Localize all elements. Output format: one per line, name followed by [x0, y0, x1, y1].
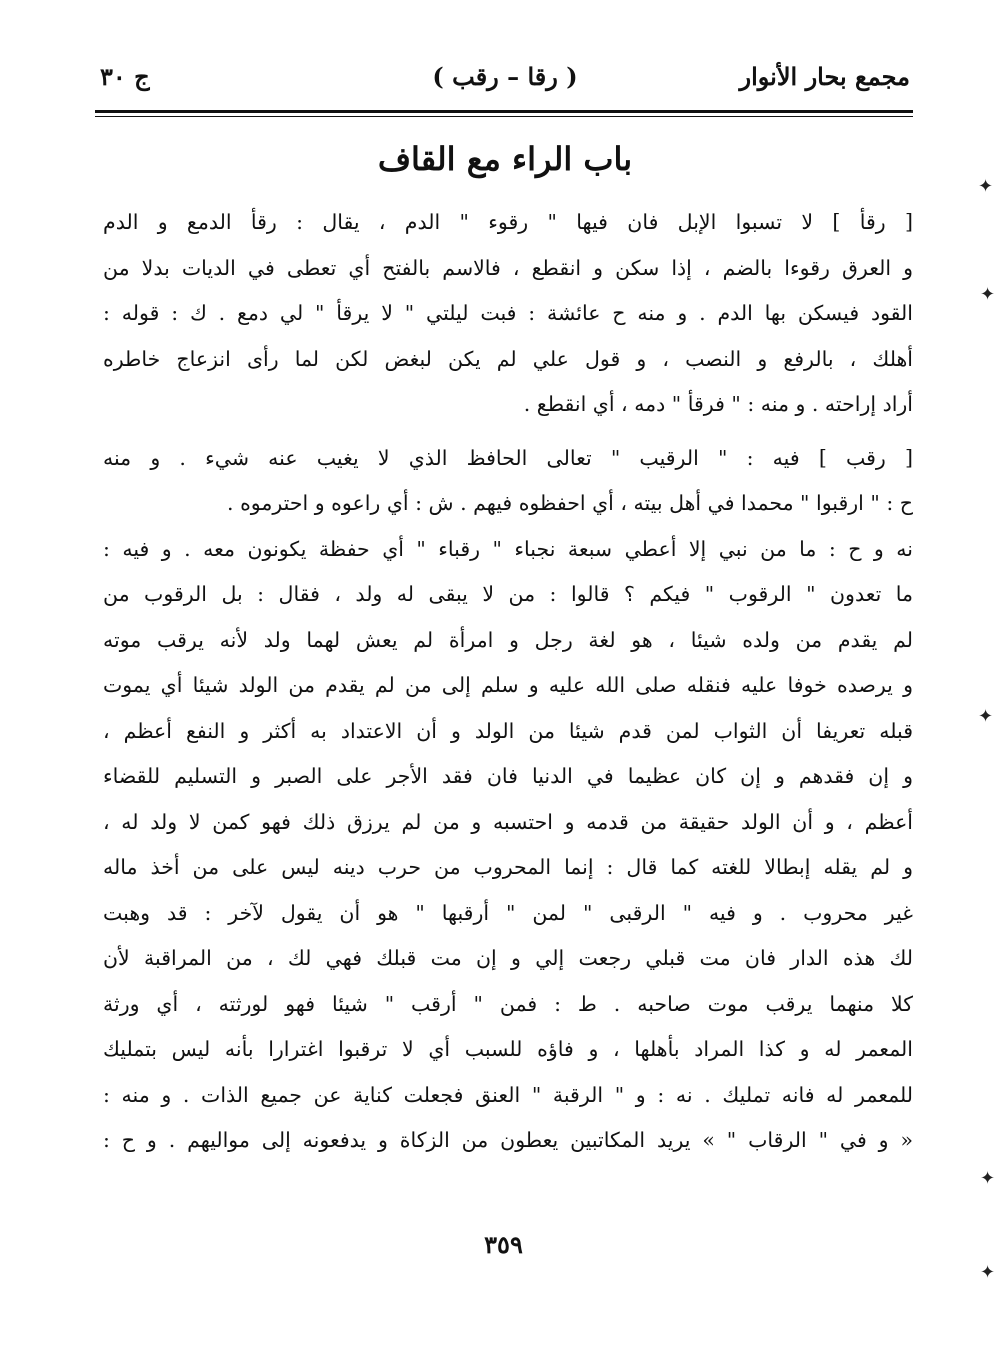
- header-rule-thick: [95, 110, 913, 113]
- text-line: « و في " الرقاب " » يريد المكاتبين يعطون من الزكاة و يدفعونه إلى مواليهم . و ح :: [103, 1128, 913, 1152]
- text-line: ح : " ارقبوا " محمدا في أهل بيته ، أي احفظوه فيهم . ش : أي راعوه و احترموه .: [227, 491, 913, 515]
- text-line: و لم يقله إبطالا للغته كما قال : إنما المحروب من حرب دينه ليس على من أخذ ماله: [103, 855, 913, 879]
- text-line: لم يقدم من ولده شيئا ، هو لغة رجل و امرأة لم يعش لهما ولد لأنه يرقب موته: [103, 627, 913, 652]
- text-line: القود فيسكن بها الدم . و منه ح عائشة : فبت ليلتي " لا يرقأ " لي دمع . ك : قوله :: [103, 301, 913, 325]
- text-line: كلا منهما يرقب موت صاحبه . ط : فمن " أرقب " شيئا فهو لورثته ، أي ورثة: [103, 991, 913, 1016]
- book-title: مجمع بحار الأنوار: [739, 62, 910, 91]
- margin-mark-icon: ✦: [980, 284, 996, 305]
- body-text: [103, 200, 913, 1164]
- text-line: المعمر له و كذا المراد بأهلها ، و فاؤه للسبب أي لا ترقبوا اغترارا بأنه ليس بتمليك: [103, 1037, 913, 1061]
- text-line: و العرق رقوءا بالضم ، إذا سكن و انقطع ، فالاسم بالفتح أي تعطى في الديات بدلا من: [103, 255, 913, 280]
- section-range: ( رقا – رقب ): [432, 62, 578, 91]
- margin-mark-icon: ✦: [978, 176, 994, 197]
- volume-number: ج ٣٠: [100, 62, 150, 91]
- text-line: أهلك ، بالرفع و النصب ، و قول علي لم يكن لبغض لكن لما رأى انزعاج خاطره: [103, 346, 913, 371]
- text-line: أعظم ، و أن الولد حقيقة من قدمه و احتسبه و من لم يرزق ذلك فهو كمن لا ولد له ،: [103, 809, 913, 834]
- header-rule-thin: [95, 116, 913, 117]
- text-line: غير محروب . و فيه " الرقبى " لمن " أرقبها " هو أن يقول لآخر : قد وهبت: [103, 900, 913, 925]
- text-line: أراد إراحته . و منه : " فرقأ " دمه ، أي انقطع .: [523, 392, 913, 416]
- margin-mark-icon: ✦: [978, 706, 994, 727]
- page-number: ٣٥٩: [484, 1230, 523, 1259]
- text-line: للمعمر له فانه تمليك . نه : و " الرقبة " العنق فجعلت كناية عن جميع الذات . و منه :: [103, 1082, 913, 1107]
- running-header: [100, 62, 910, 102]
- text-line: نه و ح : ما من نبي إلا أعطي سبعة نجباء " رقباء " أي حفظة يكونون معه . و فيه :: [103, 536, 913, 561]
- text-line: ما تعدون " الرقوب " فيكم ؟ قالوا : من لا يبقى له ولد ، فقال : بل الرقوب من: [103, 582, 913, 606]
- text-line: [ رقب ] فيه : " الرقيب " تعالى الحافظ الذي لا يغيب عنه شيء . و منه: [103, 445, 913, 470]
- text-line: قبله تعريفا أن الثواب لمن قدم شيئا من الولد و أن الاعتداد به أكثر و النفع أعظم ،: [103, 718, 913, 743]
- margin-mark-icon: ✦: [980, 1168, 996, 1189]
- margin-mark-icon: ✦: [980, 1262, 996, 1283]
- text-line: و إن فقدهم و إن كان عظيما في الدنيا فان فقد الأجر على الصبر و التسليم للقضاء: [103, 764, 913, 788]
- text-line: [ رقأ ] لا تسبوا الإبل فان فيها " رقوء " الدم ، يقال : رقأ الدمع و الدم: [103, 210, 913, 234]
- text-line: لك هذه الدار فان مت قبلي رجعت إلي و إن مت قبلك فهي لك ، من المراقبة لأن: [103, 946, 913, 970]
- text-line: و يرصده خوفا عليه فنقله صلى الله عليه و سلم إلى من لم يقدم من الولد شيئا أي يموت: [103, 673, 913, 697]
- chapter-title: باب الراء مع القاف: [377, 140, 633, 178]
